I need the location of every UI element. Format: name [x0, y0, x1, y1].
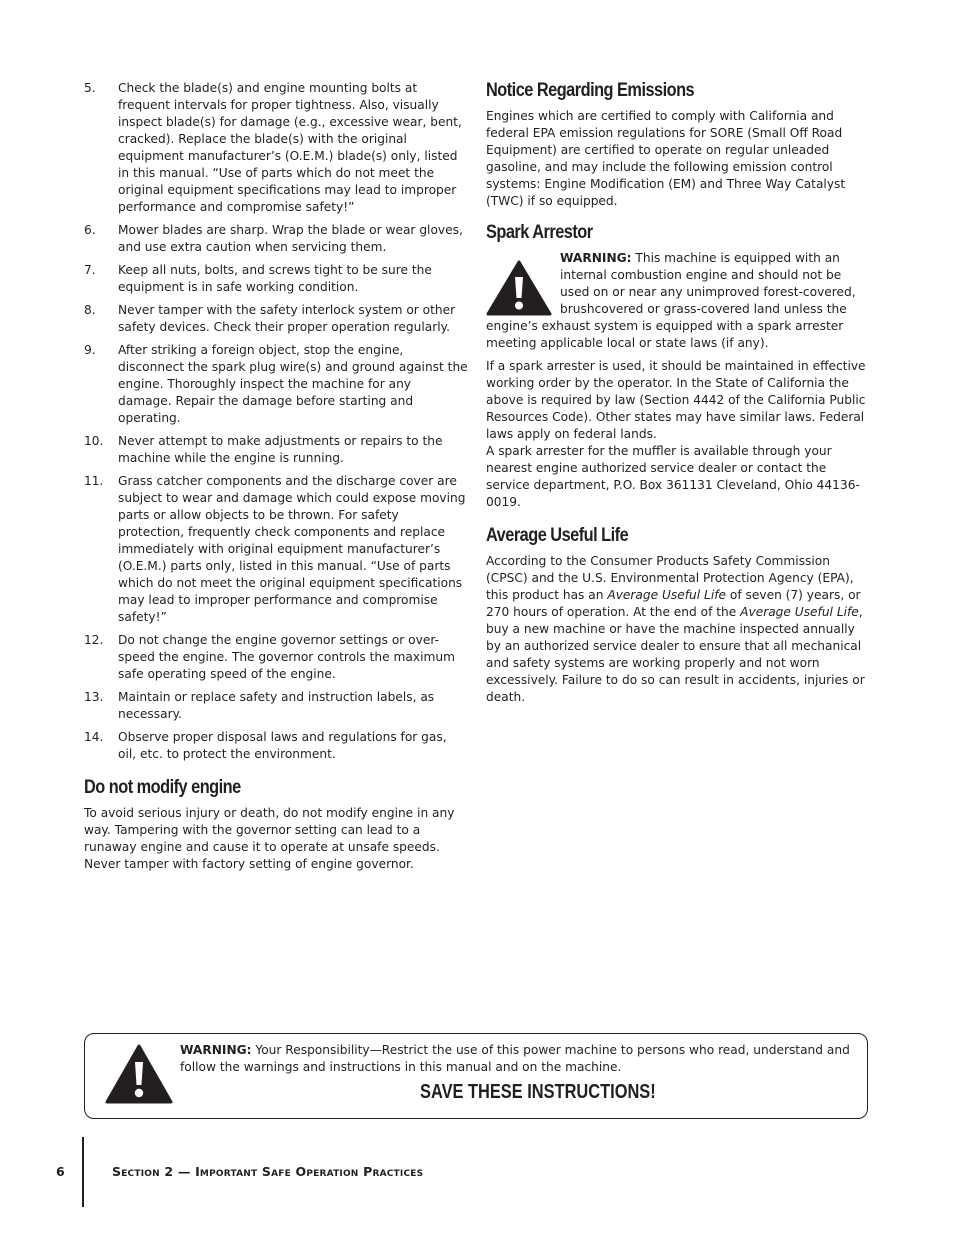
emissions-text: Engines which are certified to comply with California and federal EPA emission regulations for SORE (Small Off Road Equipment) are certified to operate on regular unleaded gasoline, and may include the following emission control systems: Engine Modification (EM) and Three Way Catalyst (TWC) if so equipped.: [486, 109, 846, 208]
save-instructions-title: SAVE THESE INSTRUCTIONS!: [420, 1081, 656, 1103]
list-number: 13.: [84, 690, 104, 704]
left-column: [84, 80, 468, 879]
list-number: 9.: [84, 343, 96, 357]
spark-arrestor-heading: Spark Arrestor: [486, 222, 593, 243]
list-item: [84, 473, 468, 626]
list-item: [84, 729, 468, 763]
list-item: [84, 433, 468, 467]
spark-warning-text: This machine is equipped with an internal combustion engine and should not be used on or near any unimproved forest-covered, brushcovered or grass-covered land unless the engine’s exhaust system is equipped with a spark arrester meeting applicable local or state laws (if any).: [486, 251, 856, 350]
safety-list: [84, 80, 468, 763]
list-number: 11.: [84, 474, 104, 488]
list-text: Never attempt to make adjustments or repairs to the machine while the engine is running.: [118, 434, 443, 465]
list-number: 5.: [84, 81, 96, 95]
list-number: 8.: [84, 303, 96, 317]
useful-life-text: [486, 553, 872, 706]
list-text: Maintain or replace safety and instruction labels, as necessary.: [118, 690, 435, 721]
list-text: Mower blades are sharp. Wrap the blade or wear gloves, and use extra caution when servicing them.: [118, 223, 463, 254]
useful-life-heading: Average Useful Life: [486, 525, 629, 546]
right-column: [486, 80, 872, 712]
list-number: 10.: [84, 434, 104, 448]
list-number: 6.: [84, 223, 96, 237]
list-number: 12.: [84, 633, 104, 647]
list-item: [84, 689, 468, 723]
useful-life-emphasis-2: Average Useful Life: [740, 605, 859, 619]
list-text: Keep all nuts, bolts, and screws tight to be sure the equipment is in safe working condition.: [118, 263, 432, 294]
list-text: Never tamper with the safety interlock system or other safety devices. Check their proper operation regularly.: [118, 303, 456, 334]
list-item: [84, 632, 468, 683]
page-divider: [82, 1137, 84, 1207]
footer-warning-body: Your Responsibility—Restrict the use of this power machine to persons who read, understand and follow the warnings and instructions in this manual and on the machine.: [180, 1043, 850, 1074]
list-item: [84, 80, 468, 216]
list-number: 7.: [84, 263, 96, 277]
section-title: Section 2 — Important Safe Operation Practices: [112, 1164, 424, 1179]
useful-life-text-1: According to the Consumer Products Safety Commission (CPSC) and the U.S. Environmental Protection Agency (EPA), this product has an: [486, 554, 854, 602]
spark-warning: [486, 250, 872, 352]
emissions-heading: Notice Regarding Emissions: [486, 80, 695, 101]
modify-engine-text: To avoid serious injury or death, do not modify engine in any way. Tampering with the governor setting can lead to a runaway engine and cause it to operate at unsafe speeds. Never tamper with factory setting of engine governor.: [84, 806, 455, 871]
list-item: [84, 222, 468, 256]
footer-warning-label: WARNING:: [180, 1043, 252, 1057]
responsibility-warning-box: [84, 1033, 868, 1119]
list-number: 14.: [84, 730, 104, 744]
spark-warning-label: WARNING:: [560, 251, 632, 265]
list-item: [84, 342, 468, 427]
modify-engine-heading: Do not modify engine: [84, 777, 241, 798]
useful-life-text-3: , buy a new machine or have the machine inspected annually by an authorized service dealer to ensure that all mechanical and safety systems are working properly and not worn excessively. Failure to do so can result in accidents, injuries or death.: [486, 605, 865, 704]
useful-life-text-2: of seven (7) years, or 270 hours of operation. At the end of the: [486, 588, 861, 619]
modify-engine-section: [84, 777, 468, 873]
list-text: After striking a foreign object, stop the engine, disconnect the spark plug wire(s) and ground against the engine. Thoroughly inspect the machine for any damage. Repair the damage before starting and operating.: [118, 343, 468, 425]
warning-triangle-icon: [105, 1044, 173, 1104]
list-text: Do not change the engine governor settings or over-speed the engine. The governor controls the maximum safe operating speed of the engine.: [118, 633, 455, 681]
useful-life-emphasis-1: Average Useful Life: [607, 588, 727, 602]
page-number: 6: [56, 1164, 65, 1179]
list-item: [84, 302, 468, 336]
list-text: Observe proper disposal laws and regulations for gas, oil, etc. to protect the environment.: [118, 730, 447, 761]
list-item: [84, 262, 468, 296]
list-text: Grass catcher components and the discharge cover are subject to wear and damage which could expose moving parts or allow objects to be thrown. For safety protection, frequently check components and replace immediately with original equipment manufacturer’s (O.E.M.) parts only, listed in this manual. “Use of parts which do not meet the original equipment specifications may lead to improper performance and compromise safety!”: [118, 474, 466, 624]
list-text: Check the blade(s) and engine mounting bolts at frequent intervals for proper tightness. Also, visually inspect blade(s) for damage (e.g., excessive wear, bent, cracked). Replace the blade(s) with the original equipment manufacturer’s (O.E.M.) blade(s) only, listed in this manual. “Use of parts which do not meet the original equipment specifications may lead to improper performance and compromise safety!”: [118, 81, 462, 214]
spark-para-2: A spark arrester for the muffler is available through your nearest engine authorized service dealer or contact the service department, P.O. Box 361131 Cleveland, Ohio 44136-0019.: [486, 444, 860, 509]
footer-warning-text: [180, 1042, 850, 1076]
warning-triangle-icon: [486, 260, 552, 316]
spark-para-1: If a spark arrester is used, it should be maintained in effective working order by the operator. In the State of California the above is required by law (Section 4442 of the California Public Resources Code). Other states may have similar laws. Federal laws apply on federal lands.: [486, 359, 866, 441]
